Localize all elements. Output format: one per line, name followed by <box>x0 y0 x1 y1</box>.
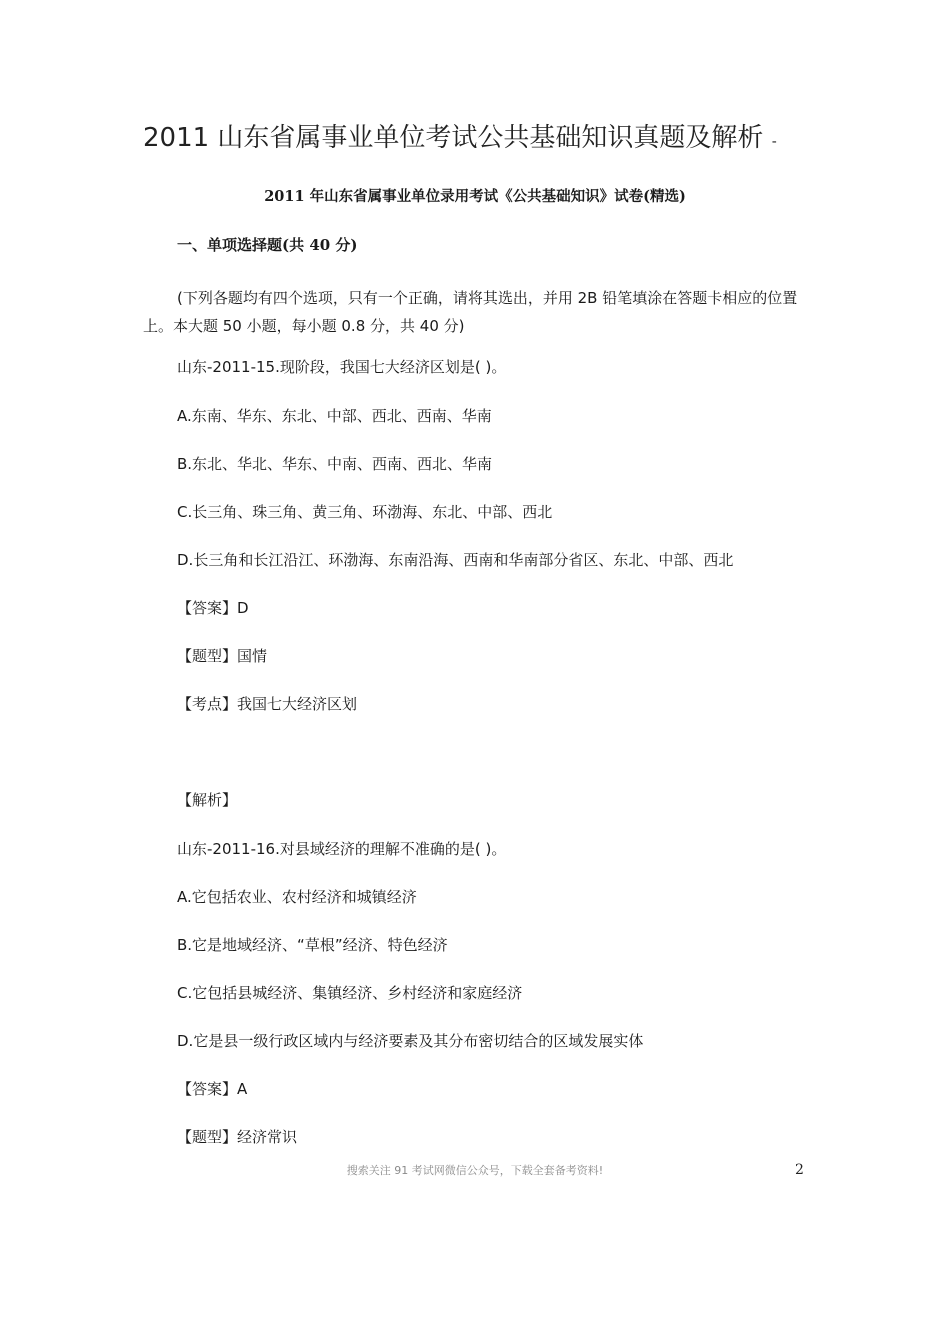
document-title-suffix: - <box>771 134 777 150</box>
question-16-option-c: C.它包括县城经济、集镇经济、乡村经济和家庭经济 <box>177 984 523 1002</box>
question-15-type: 【题型】国情 <box>177 647 268 665</box>
question-15-option-b: B.东北、华北、华东、中南、西南、西北、华南 <box>177 455 493 473</box>
question-15-option-c: C.长三角、珠三角、黄三角、环渤海、东北、中部、西北 <box>177 503 553 521</box>
question-15-stem: 山东-2011-15.现阶段，我国七大经济区划是( )。 <box>177 358 507 376</box>
section-heading: 一、单项选择题(共 40 分) <box>177 236 358 254</box>
question-15-analysis: 【解析】 <box>177 791 238 809</box>
document-title-text: 2011 山东省属事业单位考试公共基础知识真题及解析 <box>143 123 764 153</box>
footer-note: 搜索关注 91 考试网微信公众号，下载全套备考资料! <box>346 1164 604 1177</box>
question-16-type: 【题型】经济常识 <box>177 1128 298 1146</box>
question-16-option-a: A.它包括农业、农村经济和城镇经济 <box>177 888 417 906</box>
question-15-point: 【考点】我国七大经济区划 <box>177 695 358 713</box>
question-16-stem: 山东-2011-16.对县域经济的理解不准确的是( )。 <box>177 840 507 858</box>
exam-subtitle: 2011 年山东省属事业单位录用考试《公共基础知识》试卷(精选) <box>264 188 686 205</box>
question-16-answer: 【答案】A <box>177 1080 248 1098</box>
question-15-answer: 【答案】D <box>177 599 249 617</box>
question-15-option-d: D.长三角和长江沿江、环渤海、东南沿海、西南和华南部分省区、东北、中部、西北 <box>177 551 734 569</box>
question-16-option-d: D.它是县一级行政区域内与经济要素及其分布密切结合的区域发展实体 <box>177 1032 644 1050</box>
document-title <box>143 120 823 160</box>
question-16-option-b: B.它是地域经济、“草根”经济、特色经济 <box>177 936 448 954</box>
page-number: 2 <box>795 1162 804 1178</box>
question-15-option-a: A.东南、华东、东北、中部、西北、西南、华南 <box>177 407 492 425</box>
instructions-paragraph: (下列各题均有四个选项，只有一个正确，请将其选出，并用 2B 铅笔填涂在答题卡相应的位置上。本大题 50 小题，每小题 0.8 分，共 40 分) <box>143 289 798 335</box>
